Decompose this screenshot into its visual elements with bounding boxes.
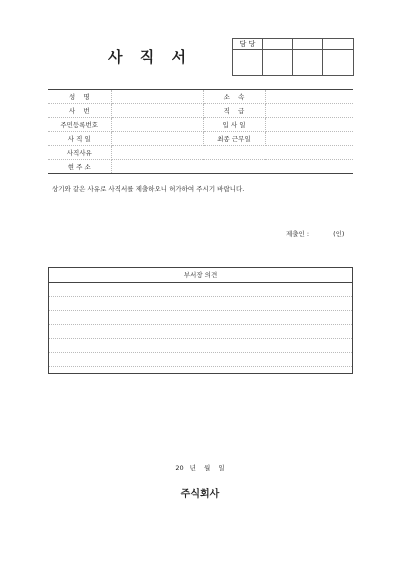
employee-no-label: 사 번 <box>48 104 111 118</box>
submission-date <box>0 463 400 472</box>
approval-sign-cell[interactable] <box>233 50 263 76</box>
personal-info-table <box>48 89 353 174</box>
opinion-line[interactable] <box>49 367 352 380</box>
table-row <box>48 160 353 174</box>
name-label: 성 명 <box>48 90 111 104</box>
department-field[interactable] <box>265 90 353 104</box>
opinion-line[interactable] <box>49 297 352 311</box>
last-work-date-field[interactable] <box>265 132 353 146</box>
approval-sign-cell[interactable] <box>263 50 293 76</box>
opinion-header: 부서장 의견 <box>49 268 352 283</box>
resign-date-label: 사 직 일 <box>48 132 111 146</box>
opinion-line[interactable] <box>49 283 352 297</box>
hire-date-field[interactable] <box>265 118 353 132</box>
submitter-line <box>286 229 344 238</box>
resident-no-label: 주민등록번호 <box>48 118 111 132</box>
opinion-line[interactable] <box>49 353 352 367</box>
approval-header-cell <box>293 39 323 50</box>
date-year-unit: 년 <box>189 464 196 472</box>
company-name: 주식회사 <box>180 489 220 500</box>
last-work-date-label: 최종 근무일 <box>203 132 265 146</box>
position-label: 직 급 <box>203 104 265 118</box>
opinion-line[interactable] <box>49 339 352 353</box>
table-row <box>48 146 353 160</box>
submitter-label: 제출인 : <box>286 230 310 238</box>
approval-sign-cell[interactable] <box>323 50 354 76</box>
table-row <box>48 118 353 132</box>
address-label: 현 주 소 <box>48 160 111 174</box>
date-year: 20 <box>175 464 184 472</box>
resident-no-field[interactable] <box>111 118 203 132</box>
address-field[interactable] <box>111 160 353 174</box>
date-month-unit: 월 <box>204 464 211 472</box>
table-row <box>48 90 353 104</box>
hire-date-label: 입 사 일 <box>203 118 265 132</box>
approval-header-cell <box>263 39 293 50</box>
resign-date-field[interactable] <box>111 132 203 146</box>
document-title: 사 직 서 <box>108 48 192 66</box>
name-field[interactable] <box>111 90 203 104</box>
date-day-unit: 일 <box>218 464 225 472</box>
table-row <box>48 104 353 118</box>
approval-sign-cell[interactable] <box>293 50 323 76</box>
approval-label: 담 당 <box>233 39 263 50</box>
approval-header-cell <box>323 39 354 50</box>
resignation-statement: 상기와 같은 사유로 사직서를 제출하오니 허가하여 주시기 바랍니다. <box>52 185 245 193</box>
table-row <box>48 132 353 146</box>
opinion-line[interactable] <box>49 325 352 339</box>
seal-mark: (인) <box>333 230 345 238</box>
department-label: 소 속 <box>203 90 265 104</box>
approval-box <box>232 38 354 76</box>
manager-opinion-box[interactable] <box>48 267 353 374</box>
position-field[interactable] <box>265 104 353 118</box>
reason-field[interactable] <box>111 146 353 160</box>
reason-label: 사직사유 <box>48 146 111 160</box>
employee-no-field[interactable] <box>111 104 203 118</box>
opinion-line[interactable] <box>49 311 352 325</box>
